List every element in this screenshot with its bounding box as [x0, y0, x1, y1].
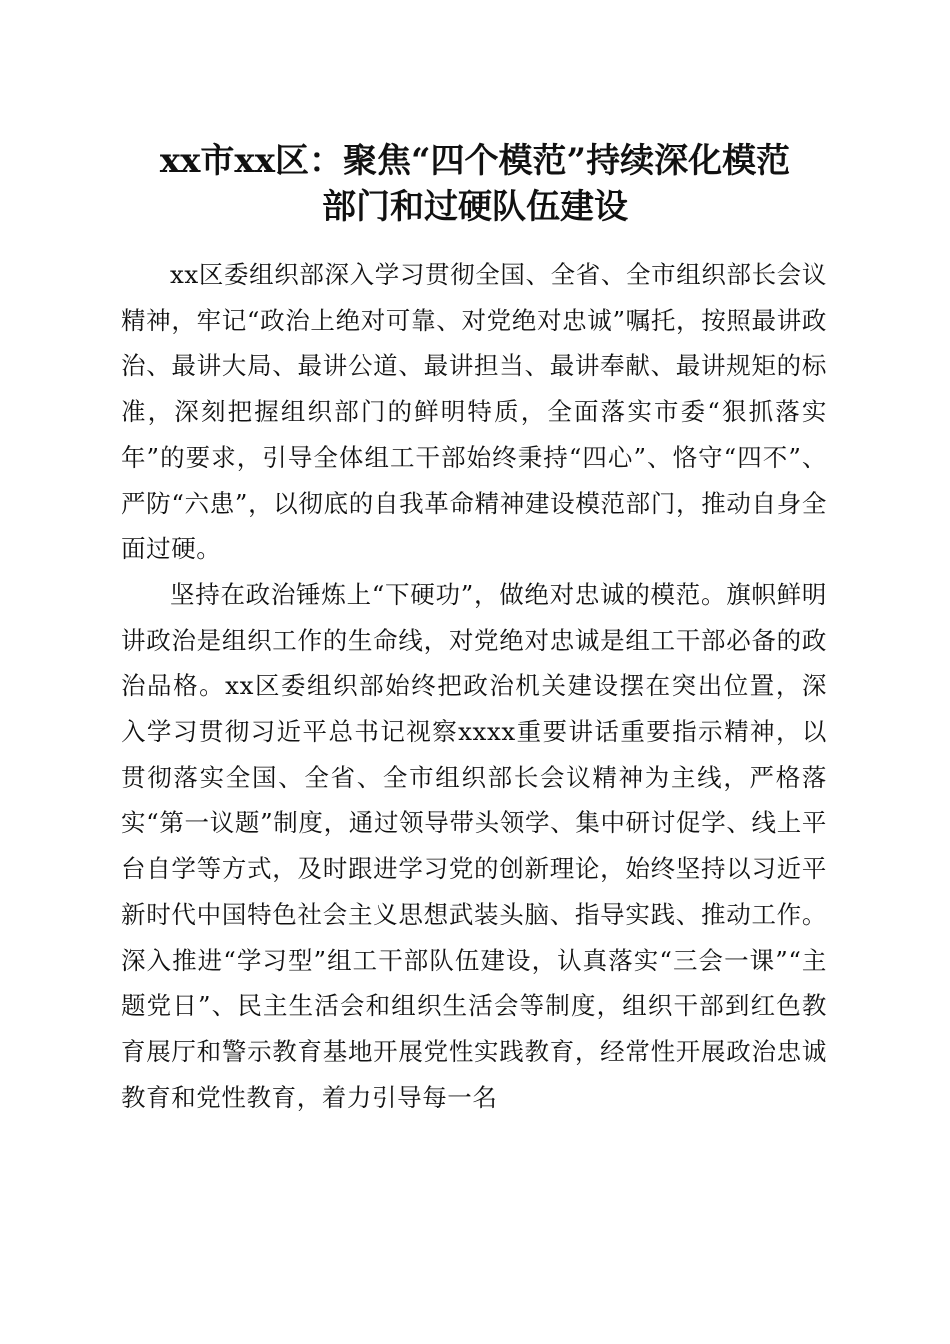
paragraph-intro: xx区委组织部深入学习贯彻全国、全省、全市组织部长会议精神，牢记“政治上绝对可靠、对党绝对忠诚”嘱托，按照最讲政治、最讲大局、最讲公道、最讲担当、最讲奉献、最讲规矩的标准，深刻把握组织部门的鲜明特质，全面落实市委“狠抓落实年”的要求，引导全体组工干部始终秉持“四心”、恪守“四不”、严防“六患”，以彻底的自我革命精神建设模范部门，推动自身全面过硬。 [121, 260, 827, 564]
title-line-1: xx市xx区：聚焦“四个模范”持续深化模范 [159, 141, 791, 181]
paragraph-political-training: 坚持在政治锤炼上“下硬功”，做绝对忠诚的模范。旗帜鲜明讲政治是组织工作的生命线，对党绝对忠诚是组工干部必备的政治品格。xx区委组织部始终把政治机关建设摆在突出位置，深入学习贯彻习近平总书记视察xxxx重要讲话重要指示精神，以贯彻落实全国、全省、全市组织部长会议精神为主线，严格落实“第一议题”制度，通过领导带头领学、集中研讨促学、线上平台自学等方式，及时跟进学习党的创新理论，始终坚持以习近平新时代中国特色社会主义思想武装头脑、指导实践、推动工作。深入推进“学习型”组工干部队伍建设，认真落实“三会一课”“主题党日”、民主生活会和组织生活会等制度，组织干部到红色教育展厅和警示教育基地开展党性实践教育，经常性开展政治忠诚教育和党性教育，着力引导每一名 [121, 579, 827, 1112]
document-title [110, 138, 840, 230]
document-body [121, 252, 827, 1120]
title-line-2: 部门和过硬队伍建设 [322, 187, 628, 227]
